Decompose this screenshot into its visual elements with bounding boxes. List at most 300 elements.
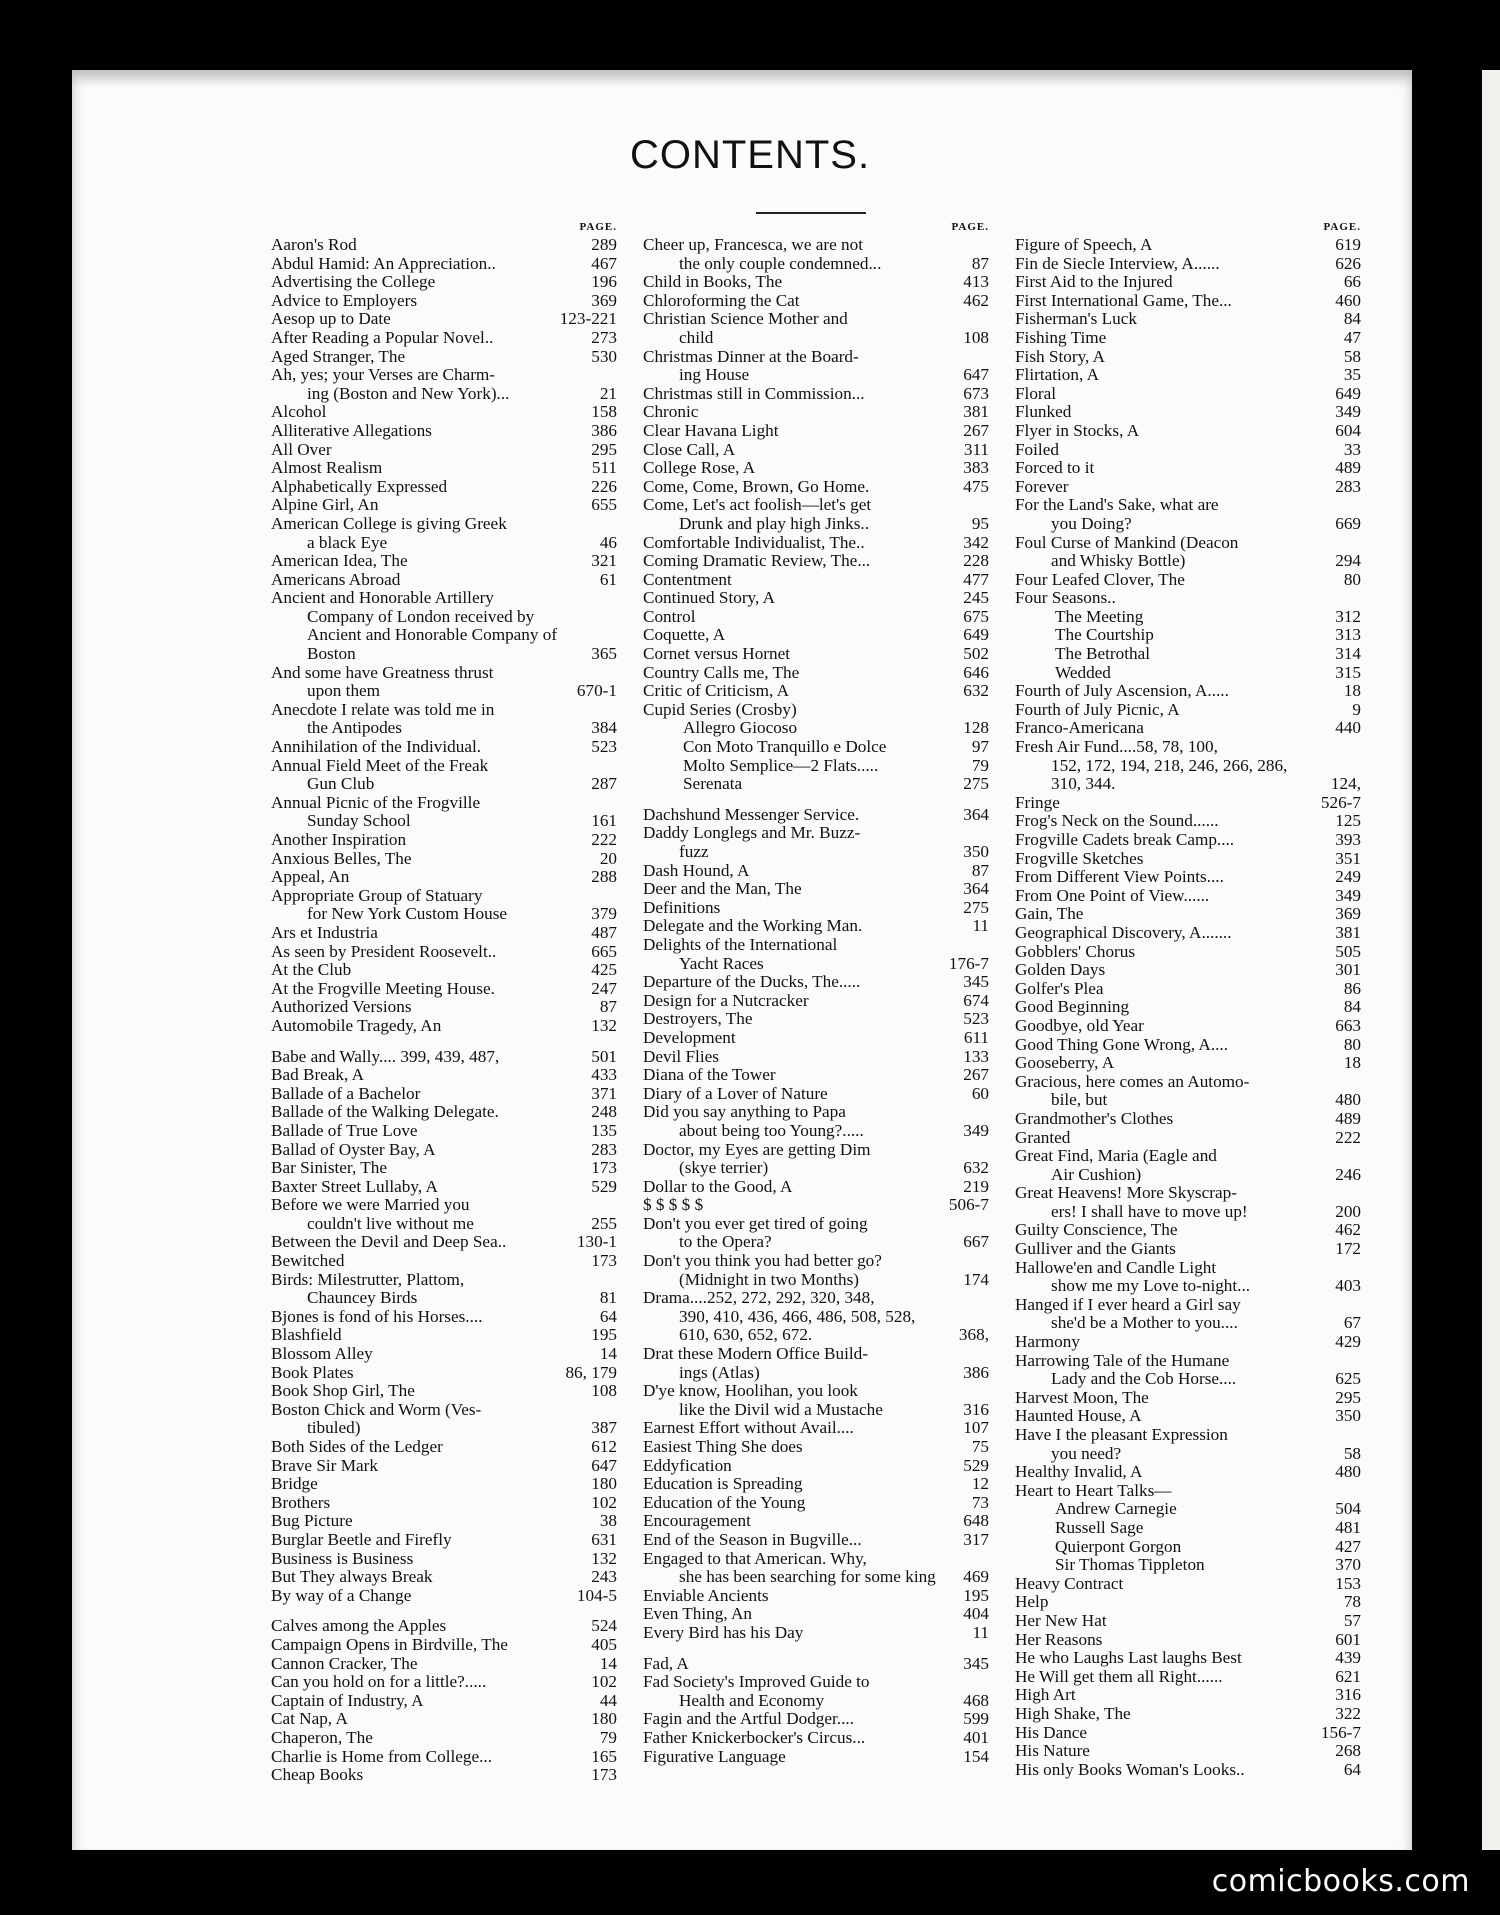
contents-entry	[1015, 1184, 1361, 1221]
entry-page-number: 156-7	[1320, 1722, 1361, 1742]
entry-title: $ $ $ $ $	[643, 1195, 704, 1215]
entry-page-number: 632	[963, 681, 989, 701]
entry-page-number: 529	[591, 1176, 617, 1196]
entry-page-number: 84	[1343, 997, 1361, 1017]
entry-title: Ballade of True Love	[271, 1120, 418, 1140]
entry-page-number: 87	[971, 860, 989, 880]
contents-entry	[271, 403, 617, 422]
entry-page-number: 612	[591, 1437, 617, 1456]
entry-page-number: 58	[1343, 1443, 1361, 1463]
entry-title: Fisherman's Luck	[1015, 309, 1137, 329]
entry-title: Encouragement	[643, 1511, 751, 1531]
entry-page-number: 123-221	[559, 309, 617, 329]
contents-entry	[271, 366, 617, 403]
entry-title: Bad Break, A	[271, 1065, 365, 1085]
contents-column-3	[1015, 218, 1361, 1779]
entry-title: Ancient and Honorable Artillery	[271, 588, 494, 608]
contents-entry	[271, 255, 617, 274]
entry-page-number: 314	[1335, 644, 1361, 664]
entry-title: Fourth of July Ascension, A.....	[1015, 681, 1229, 701]
contents-entry	[643, 552, 989, 571]
contents-entry	[271, 664, 617, 701]
entry-title: Forced to it	[1015, 458, 1095, 478]
entry-page-number: 599	[963, 1709, 989, 1729]
entry-page-number: 370	[1335, 1555, 1361, 1575]
contents-entry	[271, 1729, 617, 1748]
entry-page-number: 316	[1335, 1685, 1361, 1705]
entry-title: Bridge	[271, 1474, 318, 1494]
page-column-header: PAGE.	[579, 221, 617, 233]
contents-entry	[643, 626, 989, 645]
section-gap	[643, 794, 989, 806]
contents-entry	[271, 757, 617, 794]
entry-title-continued: show me my Love to-night...	[1051, 1276, 1251, 1296]
entry-title: Harmony	[1015, 1332, 1080, 1352]
contents-entry	[271, 1766, 617, 1785]
entry-title-continued: couldn't live without me	[307, 1213, 474, 1233]
contents-entry	[1015, 812, 1361, 831]
contents-entry	[271, 459, 617, 478]
entry-page-number: 501	[591, 1046, 617, 1066]
contents-entry	[643, 459, 989, 478]
entry-page-number: 173	[591, 1158, 617, 1178]
contents-entry	[1015, 1612, 1361, 1631]
entry-title-continued: for New York Custom House	[307, 904, 508, 924]
entry-title: Devil Flies	[643, 1046, 719, 1066]
contents-entry	[643, 608, 989, 627]
contents-entry	[271, 329, 617, 348]
entry-title: Earnest Effort without Avail....	[643, 1418, 854, 1438]
contents-entry	[1015, 1593, 1361, 1612]
entry-page-number: 153	[1335, 1573, 1361, 1593]
entry-title: Come, Let's act foolish—let's get	[643, 495, 872, 515]
entry-page-number: 632	[963, 1158, 989, 1178]
entry-page-number: 489	[1335, 1108, 1361, 1128]
entry-page-number: 21	[599, 383, 617, 403]
entry-page-number: 649	[1335, 383, 1361, 403]
entry-page-number: 287	[591, 774, 617, 794]
entry-title: Aaron's Rod	[271, 235, 357, 254]
contents-entry	[271, 273, 617, 292]
entry-title: Annihilation of the Individual.	[271, 737, 482, 757]
entry-page-number: 440	[1335, 718, 1361, 738]
entry-title: Can you hold on for a little?.....	[271, 1672, 487, 1692]
entry-title: Alpine Girl, An	[271, 495, 379, 515]
entry-title: Gain, The	[1015, 904, 1084, 924]
contents-entry	[1015, 292, 1361, 311]
entry-page-number: 18	[1343, 681, 1361, 701]
entry-title: After Reading a Popular Novel..	[271, 327, 494, 347]
entry-title: Development	[643, 1027, 736, 1047]
entry-title: Cheap Books	[271, 1765, 364, 1785]
entry-page-number: 619	[1335, 235, 1361, 254]
entry-page-number: 481	[1335, 1517, 1361, 1537]
entry-page-number: 158	[591, 402, 617, 422]
contents-entry	[1015, 329, 1361, 348]
entry-title: Frog's Neck on the Sound......	[1015, 811, 1219, 831]
entry-title: Don't you ever get tired of going	[643, 1213, 868, 1233]
entry-title: Don't you think you had better go?	[643, 1251, 882, 1271]
contents-entry	[1015, 1426, 1361, 1463]
contents-entry	[271, 441, 617, 460]
entry-page-number: 245	[963, 588, 989, 608]
contents-entry	[271, 1748, 617, 1767]
entry-page-number: 107	[963, 1418, 989, 1438]
contents-entry	[1015, 459, 1361, 478]
entry-title: Abdul Hamid: An Appreciation..	[271, 253, 496, 273]
entry-title: Bewitched	[271, 1251, 345, 1271]
contents-entry	[1015, 1221, 1361, 1240]
contents-entry	[271, 794, 617, 831]
entry-page-number: 275	[963, 897, 989, 917]
entry-page-number: 247	[591, 978, 617, 998]
entry-page-number: 439	[1335, 1648, 1361, 1668]
entry-title: Fresh Air Fund....58, 78, 100,	[1015, 737, 1218, 757]
entry-page-number: 480	[1335, 1090, 1361, 1110]
entry-title: Aesop up to Date	[271, 309, 391, 329]
entry-page-number: 97	[971, 737, 989, 757]
entry-title: Healthy Invalid, A	[1015, 1462, 1143, 1482]
contents-entry	[271, 1568, 617, 1587]
entry-title-continued: Yacht Races	[679, 953, 764, 973]
entry-page-number: 364	[963, 804, 989, 824]
entry-title: Hanged if I ever heard a Girl say	[1015, 1294, 1241, 1314]
contents-entry	[643, 1141, 989, 1178]
entry-page-number: 124,	[1330, 774, 1361, 794]
entry-title: Blashfield	[271, 1325, 342, 1345]
entry-page-number: 125	[1335, 811, 1361, 831]
contents-entry	[1015, 794, 1361, 813]
contents-entry	[271, 496, 617, 515]
entry-title: Harrowing Tale of the Humane	[1015, 1350, 1230, 1370]
contents-entry	[643, 757, 989, 776]
entry-title: Child in Books, The	[643, 272, 783, 292]
entry-page-number: 295	[591, 439, 617, 459]
entry-title: Cat Nap, A	[271, 1709, 348, 1729]
entry-page-number: 529	[963, 1455, 989, 1475]
entry-page-number: 403	[1335, 1276, 1361, 1296]
entry-title-continued: tibuled)	[307, 1418, 361, 1438]
contents-entry	[1015, 1407, 1361, 1426]
contents-entry	[1015, 701, 1361, 720]
entry-page-number: 154	[963, 1746, 989, 1766]
entry-title: Wedded	[1055, 662, 1111, 682]
entry-page-number: 80	[1343, 1034, 1361, 1054]
contents-entry	[271, 571, 617, 590]
contents-entry	[271, 1048, 617, 1067]
contents-entry	[643, 1085, 989, 1104]
contents-entry	[271, 1066, 617, 1085]
entry-title: Fish Story, A	[1015, 346, 1106, 366]
entry-title-continued: a black Eye	[307, 532, 388, 552]
entry-title: Foul Curse of Mankind (Deacon	[1015, 532, 1239, 552]
entry-title: Continued Story, A	[643, 588, 776, 608]
entry-page-number: 267	[963, 420, 989, 440]
entry-title: Bug Picture	[271, 1511, 353, 1531]
entry-title: College Rose, A	[643, 458, 756, 478]
entry-page-number: 387	[591, 1418, 617, 1438]
entry-title: Bjones is fond of his Horses....	[271, 1306, 483, 1326]
entry-title-continued: Company of London received by Ancient and Honorable Company of Boston	[307, 606, 558, 664]
entry-title: But They always Break	[271, 1567, 433, 1587]
entry-title: Cannon Cracker, The	[271, 1653, 418, 1673]
entry-page-number: 132	[591, 1548, 617, 1568]
entry-title: Ballad of Oyster Bay, A	[271, 1139, 436, 1159]
contents-entry	[271, 701, 617, 738]
entry-page-number: 504	[1335, 1499, 1361, 1519]
contents-entry	[643, 1605, 989, 1624]
contents-entry	[1015, 348, 1361, 367]
entry-page-number: 386	[591, 420, 617, 440]
contents-entry	[643, 1457, 989, 1476]
entry-page-number: 648	[963, 1511, 989, 1531]
entry-title: Aged Stranger, The	[271, 346, 406, 366]
entry-title: Book Plates	[271, 1362, 354, 1382]
entry-title: Burglar Beetle and Firefly	[271, 1529, 452, 1549]
contents-entry	[271, 515, 617, 552]
entry-page-number: 384	[591, 718, 617, 738]
entry-page-number: 349	[1335, 885, 1361, 905]
entry-title-continued: Gun Club	[307, 774, 375, 794]
entry-page-number: 86	[1343, 978, 1361, 998]
contents-entry	[643, 422, 989, 441]
entry-title-continued: 390, 410, 436, 466, 486, 508, 528, 610, 630, 652, 672.	[679, 1306, 916, 1345]
entry-page-number: 20	[599, 848, 617, 868]
entry-page-number: 526-7	[1320, 792, 1361, 812]
entry-title: American College is giving Greek	[271, 513, 507, 533]
contents-entry	[643, 862, 989, 881]
contents-entry	[643, 1748, 989, 1767]
contents-entry	[643, 1252, 989, 1289]
contents-entry	[1015, 1389, 1361, 1408]
entry-title: Ars et Industria	[271, 922, 378, 942]
contents-entry	[1015, 831, 1361, 850]
contents-entry	[1015, 403, 1361, 422]
contents-entry	[643, 1029, 989, 1048]
entry-title: Great Find, Maria (Eagle and	[1015, 1146, 1217, 1166]
entry-title-continued: Lady and the Cob Horse....	[1051, 1369, 1237, 1389]
entry-page-number: 665	[591, 941, 617, 961]
entry-title: Have I the pleasant Expression	[1015, 1425, 1228, 1444]
entry-page-number: 35	[1343, 365, 1361, 385]
entry-title: Christmas still in Commission...	[643, 383, 865, 403]
contents-entry	[271, 1103, 617, 1122]
contents-entry	[1015, 1333, 1361, 1352]
entry-page-number: 267	[963, 1065, 989, 1085]
contents-entry	[1015, 1575, 1361, 1594]
entry-page-number: 364	[963, 879, 989, 899]
entry-title: Baxter Street Lullaby, A	[271, 1176, 438, 1196]
entry-title-continued: the only couple condemned...	[679, 253, 882, 273]
entry-title: Guilty Conscience, The	[1015, 1220, 1178, 1240]
entry-page-number: 246	[1335, 1164, 1361, 1184]
entry-page-number: 196	[591, 272, 617, 292]
entry-page-number: 383	[963, 458, 989, 478]
entry-title: Dollar to the Good, A	[643, 1176, 793, 1196]
entry-title: Departure of the Ducks, The.....	[643, 972, 861, 992]
contents-entry	[643, 1178, 989, 1197]
entry-title: Chloroforming the Cat	[643, 290, 800, 310]
entry-title: High Shake, The	[1015, 1703, 1131, 1723]
contents-entry	[643, 1215, 989, 1252]
contents-entry	[1015, 1352, 1361, 1389]
entry-title: He Will get them all Right......	[1015, 1666, 1223, 1686]
entry-title: Granted	[1015, 1127, 1071, 1147]
contents-entry	[643, 292, 989, 311]
entry-page-number: 502	[963, 644, 989, 664]
entry-page-number: 413	[963, 272, 989, 292]
entry-title: Ballade of the Walking Delegate.	[271, 1102, 499, 1122]
entry-page-number: 108	[963, 327, 989, 347]
entry-page-number: 511	[591, 458, 617, 478]
entry-page-number: 386	[963, 1362, 989, 1382]
entry-title: Daddy Longlegs and Mr. Buzz-	[643, 823, 861, 843]
entry-title: Frogville Sketches	[1015, 848, 1144, 868]
entry-page-number: 73	[971, 1492, 989, 1512]
entry-page-number: 11	[972, 1622, 989, 1642]
entry-page-number: 102	[591, 1492, 617, 1512]
entry-page-number: 288	[591, 867, 617, 887]
entry-title: First Aid to the Injured	[1015, 272, 1173, 292]
entry-title: Between the Devil and Deep Sea..	[271, 1232, 507, 1252]
contents-entry	[271, 1655, 617, 1674]
entry-title: Foiled	[1015, 439, 1059, 459]
entry-title: Flunked	[1015, 402, 1072, 422]
contents-entry	[271, 1636, 617, 1655]
entry-page-number: 289	[591, 235, 617, 254]
entry-page-number: 467	[591, 253, 617, 273]
entry-title-continued: Chauncey Birds	[307, 1288, 418, 1308]
entry-page-number: 313	[1335, 625, 1361, 645]
contents-entry	[271, 1673, 617, 1692]
entry-title: Dash Hound, A	[643, 860, 750, 880]
entry-title-continued: she has been searching for some king	[679, 1567, 936, 1587]
entry-title: High Art	[1015, 1685, 1076, 1705]
entry-title: Deer and the Man, The	[643, 879, 802, 899]
entry-page-number: 647	[591, 1455, 617, 1475]
entry-page-number: 469	[963, 1567, 989, 1587]
contents-entry	[271, 236, 617, 255]
contents-entry	[643, 348, 989, 385]
contents-entry	[271, 1271, 617, 1308]
entry-title: Christmas Dinner at the Board-	[643, 346, 859, 366]
contents-entry	[1015, 1482, 1361, 1501]
entry-title: Goodbye, old Year	[1015, 1015, 1144, 1035]
contents-entry	[643, 1048, 989, 1067]
entry-page-number: 675	[963, 606, 989, 626]
entry-title: Her Reasons	[1015, 1629, 1103, 1649]
contents-entry	[271, 1475, 617, 1494]
entry-page-number: 674	[963, 990, 989, 1010]
contents-entry	[1015, 422, 1361, 441]
contents-entry	[271, 1122, 617, 1141]
contents-entry	[643, 719, 989, 738]
entry-title: By way of a Change	[271, 1585, 412, 1605]
entry-title: Fad, A	[643, 1653, 689, 1673]
entry-page-number: 11	[972, 916, 989, 936]
entry-page-number: 365	[591, 644, 617, 664]
entry-page-number: 172	[1335, 1239, 1361, 1259]
entry-title: Both Sides of the Ledger	[271, 1437, 443, 1456]
entry-title: Delights of the International	[643, 934, 838, 954]
contents-entry	[271, 1512, 617, 1531]
entry-title: Delegate and the Working Man.	[643, 916, 863, 936]
contents-entry	[1015, 1129, 1361, 1148]
entry-title: Book Shop Girl, The	[271, 1381, 415, 1401]
entry-title: Easiest Thing She does	[643, 1437, 803, 1456]
entry-page-number: 104-5	[576, 1585, 617, 1605]
entry-page-number: 670-1	[576, 681, 617, 701]
entry-page-number: 311	[963, 439, 989, 459]
entry-title: Design for a Nutcracker	[643, 990, 809, 1010]
entry-title: Clear Havana Light	[643, 420, 779, 440]
entry-page-number: 669	[1335, 513, 1361, 533]
entry-title: Every Bird has his Day	[643, 1622, 804, 1642]
entry-title: Another Inspiration	[271, 830, 407, 849]
contents-entry	[271, 1617, 617, 1636]
entry-page-number: 176-7	[948, 953, 989, 973]
entry-title: Quierpont Gorgon	[1055, 1536, 1182, 1556]
entry-title-continued: fuzz	[679, 842, 709, 861]
contents-entry	[1015, 1742, 1361, 1761]
entry-title: Russell Sage	[1055, 1517, 1144, 1537]
entry-page-number: 404	[963, 1604, 989, 1624]
entry-title: As seen by President Roosevelt..	[271, 941, 497, 961]
entry-page-number: 79	[971, 755, 989, 775]
entry-title: Anecdote I relate was told me in	[271, 699, 495, 719]
contents-column-2	[643, 218, 989, 1766]
section-gap	[643, 1643, 989, 1655]
entry-title: Gracious, here comes an Automo-	[1015, 1071, 1250, 1091]
contents-entry	[271, 1401, 617, 1438]
entry-title-continued: she'd be a Mother to you....	[1051, 1313, 1238, 1333]
contents-entry	[1015, 1500, 1361, 1519]
contents-entry	[1015, 980, 1361, 999]
entry-title-continued: about being too Young?.....	[679, 1120, 864, 1140]
contents-entry	[1015, 310, 1361, 329]
entry-page-number: 14	[599, 1344, 617, 1364]
entry-title: D'ye know, Hoolihan, you look	[643, 1381, 858, 1401]
entry-title: Frogville Cadets break Camp....	[1015, 830, 1235, 849]
entry-page-number: 108	[591, 1381, 617, 1401]
next-page-edge	[1482, 70, 1500, 1850]
contents-entry	[1015, 1649, 1361, 1668]
entry-page-number: 667	[963, 1232, 989, 1252]
entry-page-number: 349	[1335, 402, 1361, 422]
contents-entry	[643, 1010, 989, 1029]
entry-title: Country Calls me, The	[643, 662, 800, 682]
contents-entry	[1015, 1296, 1361, 1333]
entry-title: Fin de Siecle Interview, A......	[1015, 253, 1220, 273]
entry-page-number: 351	[1335, 848, 1361, 868]
entry-title: From One Point of View......	[1015, 885, 1210, 905]
entry-page-number: 273	[591, 327, 617, 347]
entry-page-number: 180	[591, 1474, 617, 1494]
entry-page-number: 78	[1343, 1592, 1361, 1612]
entry-page-number: 317	[963, 1529, 989, 1549]
contents-entry	[643, 478, 989, 497]
contents-entry	[1015, 868, 1361, 887]
entry-title-continued: bile, but	[1051, 1090, 1108, 1110]
entry-page-number: 673	[963, 383, 989, 403]
entry-title: Heavy Contract	[1015, 1573, 1124, 1593]
entry-page-number: 369	[591, 290, 617, 310]
contents-entry	[1015, 738, 1361, 794]
entry-title: Help	[1015, 1592, 1049, 1612]
entry-page-number: 60	[971, 1083, 989, 1103]
entry-page-number: 102	[591, 1672, 617, 1692]
entry-title: Enviable Ancients	[643, 1585, 769, 1605]
